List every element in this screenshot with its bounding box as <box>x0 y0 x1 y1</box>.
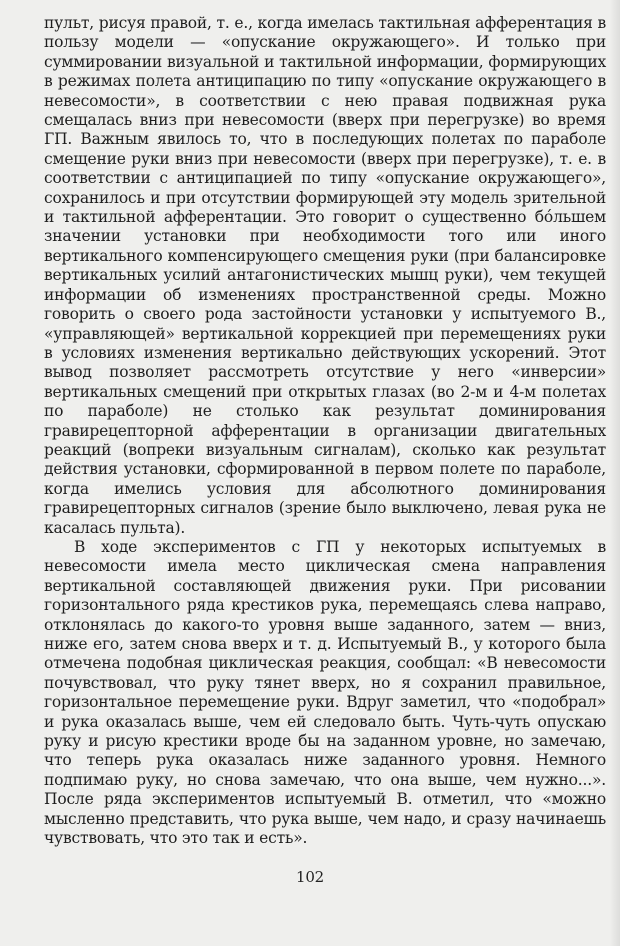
body-text <box>44 14 606 848</box>
paragraph-2: В ходе экспериментов с ГП у некоторых испытуемых в невесомости имела место циклическая смена направления вертикальной составляющей движения руки. При рисовании горизонтального ряда крестиков рука, перемещаясь слева направо, отклонялась до какого-то уровня выше заданного, затем — вниз, ниже его, затем снова вверх и т. д. Испытуемый В., у которого была отмечена подобная циклическая реакция, сообщал: «В невесомости почувствовал, что руку тянет вверх, но я сохранил правильное, горизонтальное перемещение руки. Вдруг заметил, что «подобрал» и рука оказалась выше, чем ей следовало быть. Чуть-чуть опускаю руку и рисую крестики вроде бы на заданном уровне, но замечаю, что теперь рука оказалась ниже заданного уровня. Немного подпимаю руку, но снова замечаю, что она выше, чем нужно...». После ряда экспериментов испытуемый В. отметил, что «можно мысленно представить, что рука выше, чем надо, и сразу начинаешь чувствовать, что это так и есть». <box>44 537 606 848</box>
paragraph-1: пульт, рисуя правой, т. е., когда имелась тактильная афферентация в пользу модели — «опускание окружающего». И только при суммировании визуальной и тактильной информации, формирующих в режимах полета антиципацию по типу «опускание окружающего в невесомости», в соответствии с нею правая подвижная рука смещалась вниз при невесомости (вверх при перегрузке) во время ГП. Важным явилось то, что в последующих полетах по параболе смещение руки вниз при невесомости (вверх при перегрузке), т. е. в соответствии с антиципацией по типу «опускание окружающего», сохранилось и при отсутствии формирующей эту модель зрительной и тактильной афферентации. Это говорит о существенно бо́льшем значении установки при необходимости того или иного вертикального компенсирующего смещения руки (при балансировке вертикальных усилий антагонистических мышц руки), чем текущей информации об изменениях пространственной среды. Можно говорить о своего рода застойности установки у испытуемого В., «управляющей» вертикальной коррекцией при перемещениях руки в условиях изменения вертикально действующих ускорений. Этот вывод позволяет рассмотреть отсутствие у него «инверсии» вертикальных смещений при открытых глазах (во 2-м и 4-м полетах по параболе) не столько как результат доминирования гравирецепторной афферентации в организации двигательных реакций (вопреки визуальным сигналам), сколько как результат действия установки, сформированной в первом полете по параболе, когда имелись условия для абсолютного доминирования гравирецепторных сигналов (зрение было выключено, левая рука не касалась пульта). <box>44 14 606 537</box>
scan-edge-shadow <box>610 0 620 946</box>
page-number: 102 <box>295 868 325 886</box>
